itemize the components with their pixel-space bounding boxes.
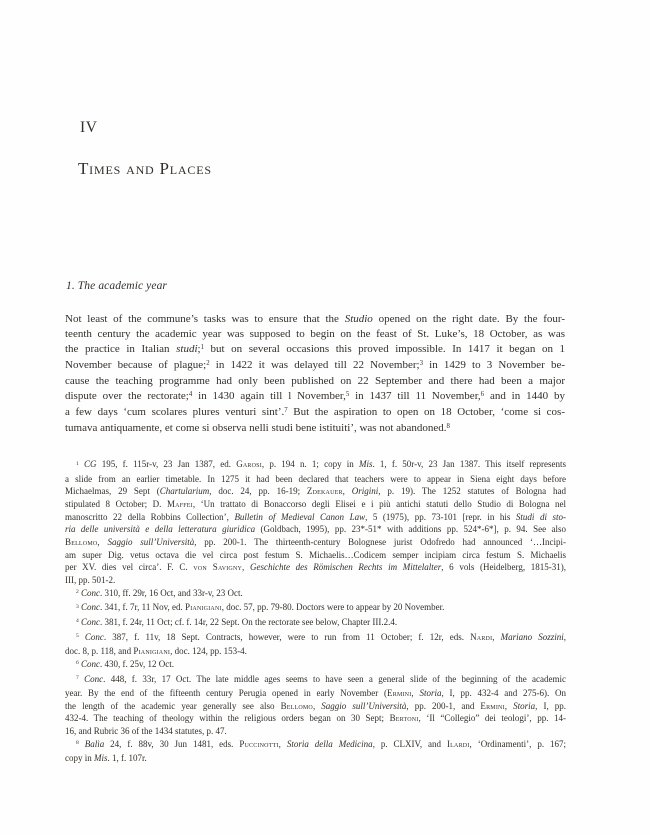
footnote-line: 432-4. The teaching of theology within the religious orders began on 30 Sept; Bertoni, ‘Il “Collegio” dei teologi’, pp. 14-	[65, 713, 567, 724]
footnote-line: $^7$ Conc. 448, f. 33r, 17 Oct. The late middle ages seems to have seen a general slide of the beginning of the academic	[76, 673, 567, 684]
body-text-line: a few days ‘cum scolares plures venturi sint’.$^7$ But the aspiration to open on 18 October, ‘come si cos-	[65, 406, 565, 418]
footnote-line: ria delle università e della letteratura giuridica (Goldbach, 1995), pp. 23*-51* with additions pp. 524*-6*], p. 94. See also	[65, 524, 566, 535]
footnote-line: III, pp. 501-2.	[65, 574, 116, 585]
footnote-line: year. By the end of the fifteenth century Perugia opened in early November (Ermini, Storia, I, pp. 432-4 and 275-6). On	[65, 688, 567, 699]
footnote-line: $^8$ Balìa 24, f. 88v, 30 Jun 1481, eds. Puccinotti, Storia della Medicina, p. CLXIV, and Ilardi, ‘Ordinamenti’, p. 167;	[76, 738, 567, 749]
footnote-line: the length of the academic year generally see also Bellomo, Saggio sull’Università, pp. 200-1, and Ermini, Storia, I, pp.	[65, 700, 567, 711]
body-text-line: the practice in Italian studi;$^1$ but on several occasions this proved impossible. In 1417 it began on 1	[65, 343, 565, 355]
body-text-line: dispute over the rectorate;$^4$ in 1430 again till l November,$^5$ in 1437 till 11 November,$^6$ and in 1440 by	[65, 390, 565, 402]
footnote-line: stipulated 8 October; D. Maffei, ‘Un trattato di Bonaccorso degli Elisei e i più antichi statuti dello Studio di Bologna nel	[65, 498, 566, 509]
footnote-line: $^6$ Conc. 430, f. 25v, 12 Oct.	[76, 658, 174, 669]
footnote-line: per XV. dies vel circa’. F. C. von Savigny, Geschichte des Römischen Rechts im Mittelalter, 6 vols (Heidelberg, 1815-31),	[65, 562, 566, 573]
footnote-line: $^3$ Conc. 341, f. 7r, 11 Nov, ed. Pianigiani, doc. 57, pp. 79-80. Doctors were to appear by 20 November.	[76, 602, 445, 613]
body-paragraph	[65, 312, 565, 437]
footnote-line: $^5$ Conc. 387, f. 11v, 18 Sept. Contracts, however, were to run from 11 October; f. 12r, eds. Nardi, Mariano Sozzini,	[76, 631, 566, 642]
footnote-line: manoscritto 22 della Robbins Collection’, Bulletin of Medieval Canon Law, 5 (1975), pp. 73-101 [repr. in his Studi di sto-	[65, 511, 566, 522]
footnote-line: $^4$ Conc. 381, f. 24r, 11 Oct; cf. f. 14r, 22 Sept. On the rectorate see below, Chapter III.2.4.	[76, 616, 398, 627]
chapter-title: Times and Places	[78, 159, 212, 178]
footnote-line: copy in Mis. 1, f. 107r.	[65, 753, 147, 764]
footnote-line: 16, and Rubric 36 of the 1434 statutes, p. 47.	[65, 726, 227, 737]
chapter-number: IV	[80, 119, 98, 136]
body-text-line: November because of plague;$^2$ in 1422 it was delayed till 22 November;$^3$ in 1429 to 3 November be-	[65, 359, 566, 371]
footnote-line: Bellomo, Saggio sull’Università, pp. 200-1. The thirteenth-century Bolognese jurist Odofredo had announced ‘…Incipi-	[65, 536, 567, 547]
footnote-line: Michaelmas, 29 Sept (Chartularium, doc. 24, pp. 16-19; Zdekauer, Origini, p. 19). The 1252 statutes of Bologna had	[65, 486, 567, 497]
body-text-line: Not least of the commune’s tasks was to ensure that the Studio opened on the right date. By the four-	[65, 313, 566, 325]
body-text-line: cause the teaching programme had only been published on 22 September and there had been a major	[65, 375, 565, 387]
body-text-line: teenth century the academic year was supposed to begin on the feast of St. Luke’s, 18 October, as was	[65, 328, 565, 340]
body-text-line: tumava antiquamente, et come si observa nelli studi bene istituiti’, was not abandoned.$^8$	[65, 422, 450, 434]
section-heading: 1. The academic year	[66, 280, 167, 292]
footnotes-block	[65, 458, 566, 765]
footnote-line: am super Dig. vetus octava die vel circa post festum S. Michaelis…Codicem semper incipiam circa festum S. Michaelis	[65, 549, 566, 560]
footnote-line: doc. 8, p. 118, and Pianigiani, doc. 124, pp. 153-4.	[65, 646, 247, 657]
footnote-line: a slide from an earlier timetable. In 1275 it had been declared that teachers were to appear in Siena eight days before	[65, 473, 566, 484]
footnote-line: $^2$ Conc. 310, ff. 29r, 16 Oct, and 33r-v, 23 Oct.	[76, 587, 243, 598]
footnote-line: $^1$ CG 195, f. 115r-v, 23 Jan 1387, ed. Garosi, p. 194 n. 1; copy in Mis. 1, f. 50r-v, 23 Jan 1387. This itself represents	[76, 459, 567, 469]
